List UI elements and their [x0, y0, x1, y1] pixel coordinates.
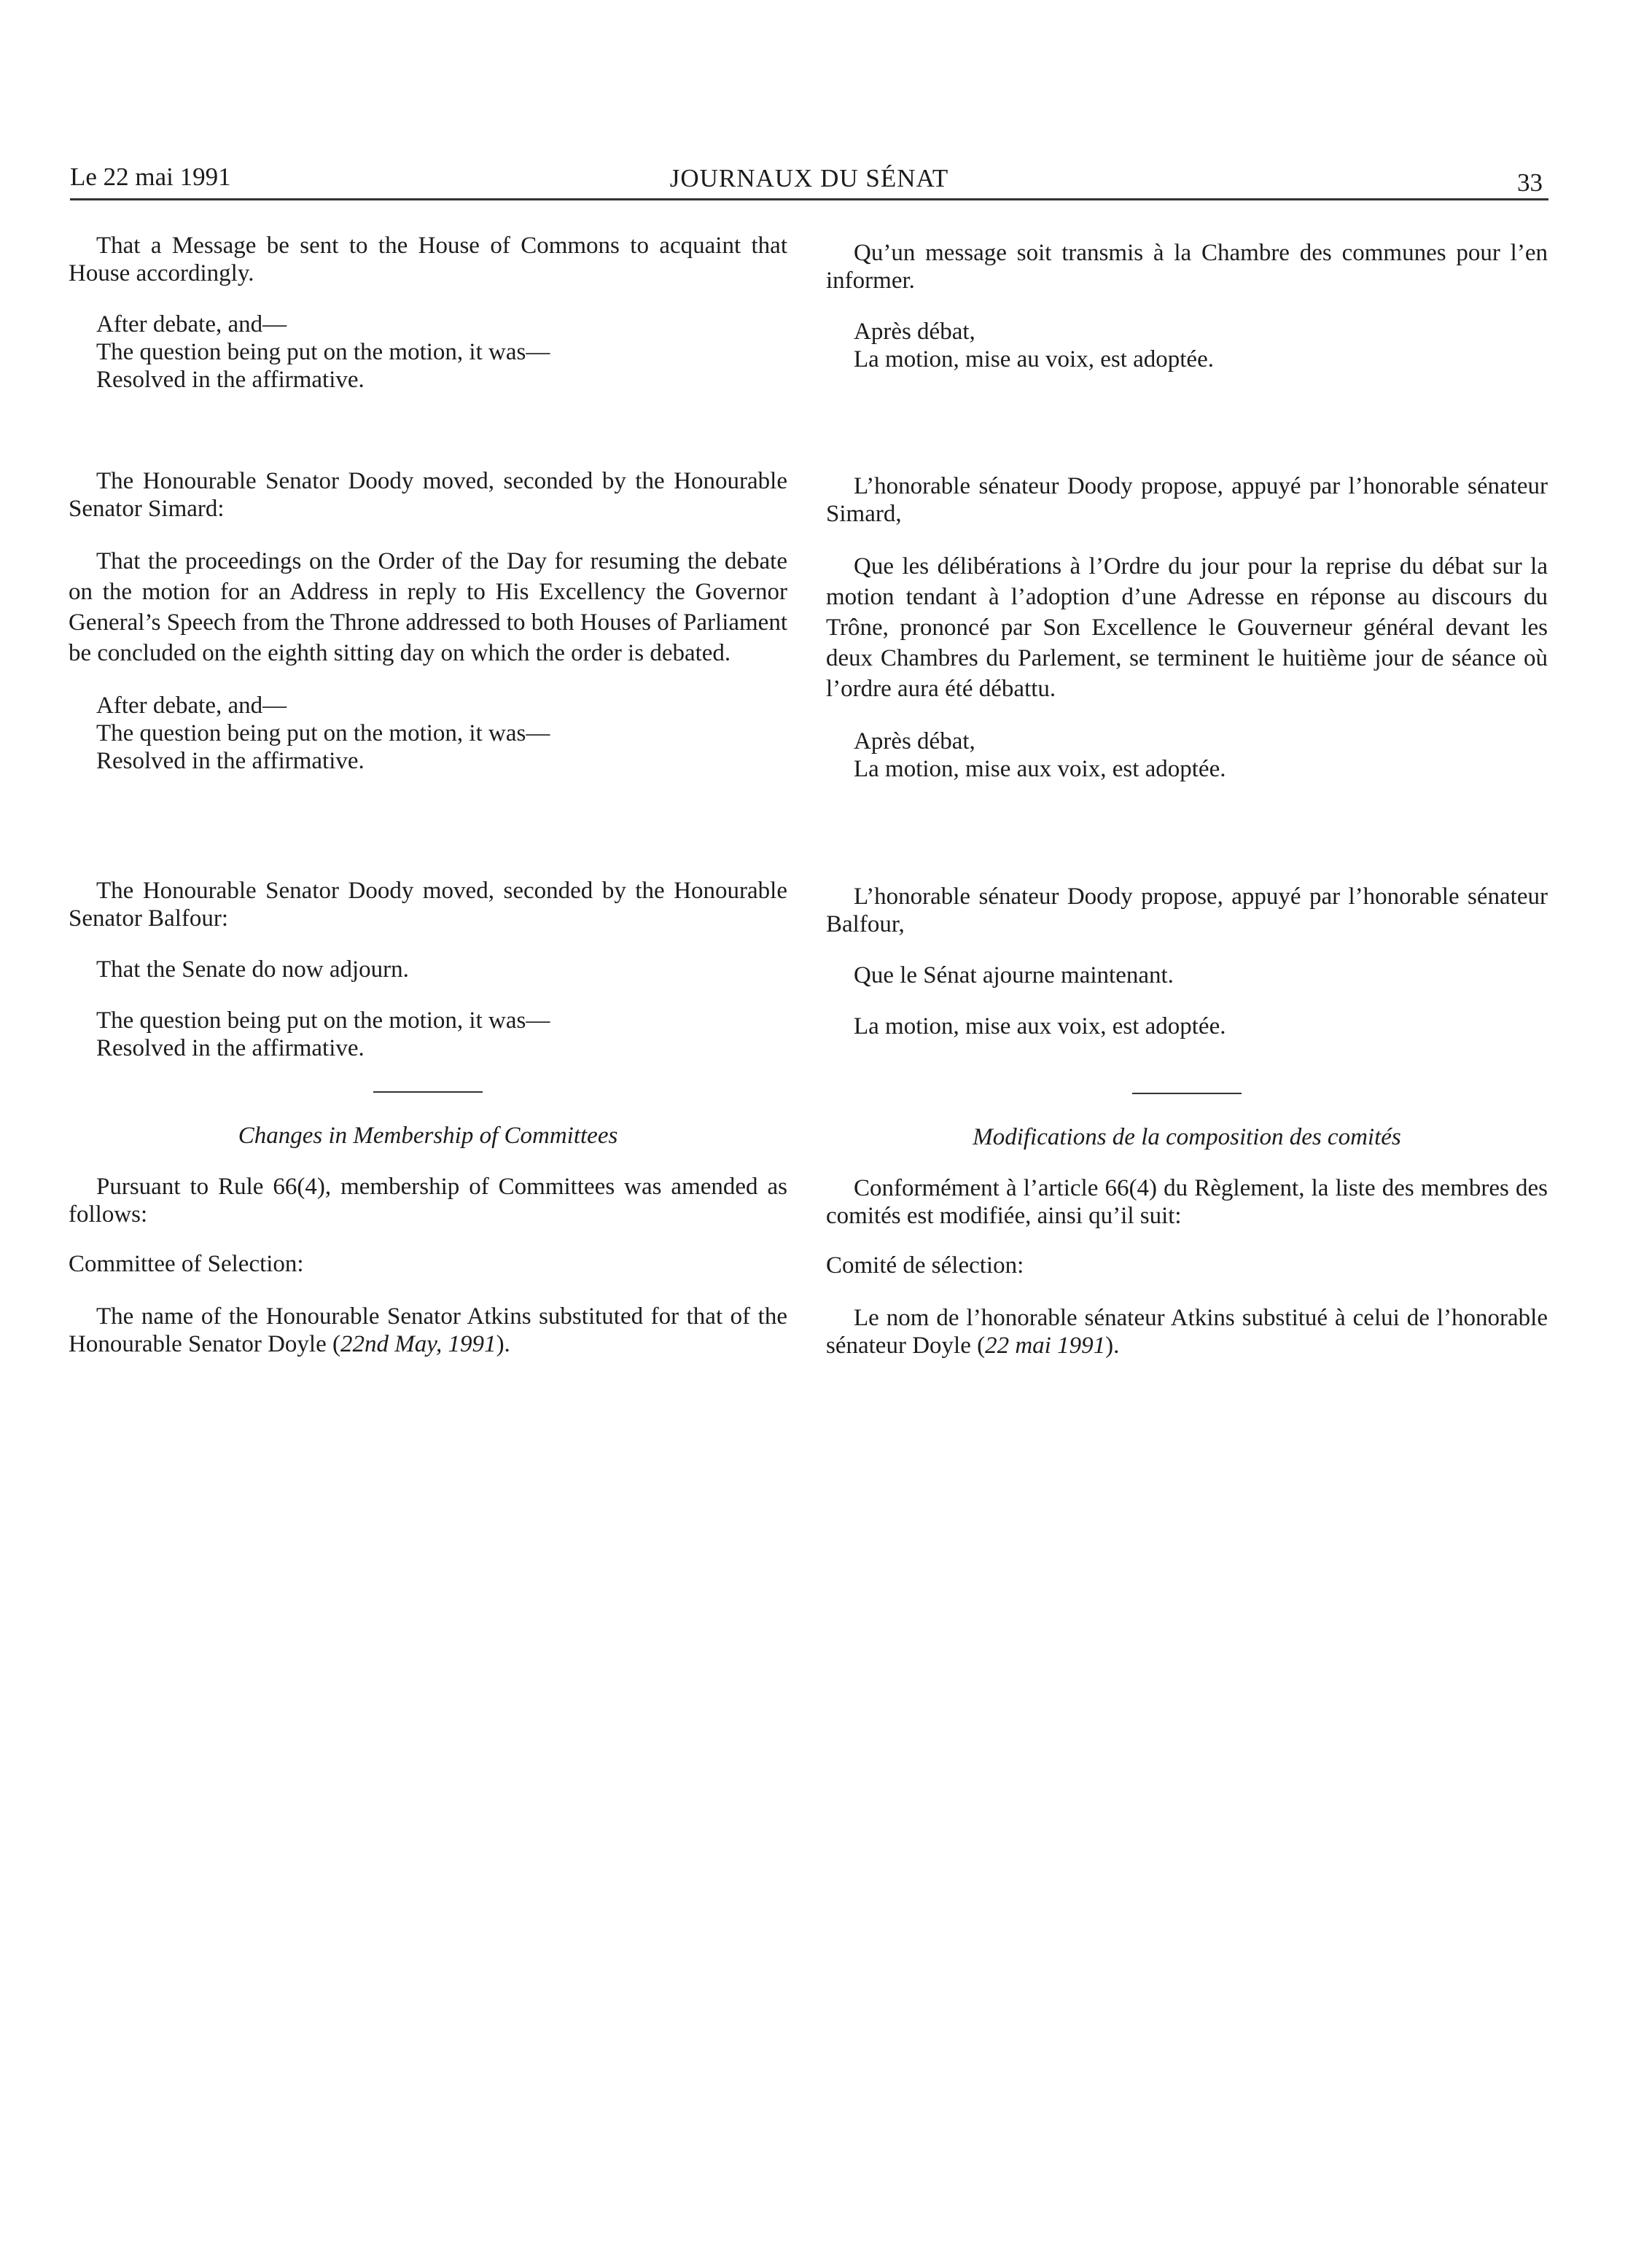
- en-separator: [373, 1091, 483, 1093]
- header-date: Le 22 mai 1991: [70, 163, 231, 191]
- en-motion-balfour: The Honourable Senator Doody moved, seconded by the Honourable Senator Balfour:: [69, 878, 787, 932]
- fr-adjourn-result: La motion, mise aux voix, est adoptée.: [854, 1013, 1226, 1039]
- en-adjourn-result: The question being put on the motion, it was— Resolved in the affirmative.: [96, 1007, 550, 1061]
- en-committee-label: Committee of Selection:: [69, 1251, 304, 1277]
- french-column-motion-1: [826, 472, 1548, 783]
- fr-motion-balfour: L’honorable sénateur Doody propose, appuyé par l’honorable sénateur Balfour,: [826, 883, 1548, 937]
- header-title: JOURNAUX DU SÉNAT: [669, 164, 949, 192]
- english-column-motion-1: [69, 467, 787, 775]
- fr-adjourn-paragraph: Que le Sénat ajourne maintenant.: [854, 962, 1174, 988]
- fr-proceedings-paragraph: Que les délibérations à l’Ordre du jour pour la reprise du débat sur la motion tendant à l’adoption d’une Adresse en réponse au discours du Trône, prononcé par Son Excellence le Gouverneur général devant les deux Chambres du Parlement, se terminent le huitième jour de séance où l’ordre aura été débattu.: [826, 553, 1548, 702]
- fr-substitution-paragraph: Le nom de l’honorable sénateur Atkins substitué à celui de l’honorable sénateur Doyle (22 mai 1991).: [826, 1305, 1548, 1359]
- fr-message-paragraph: Qu’un message soit transmis à la Chambre des communes pour l’en informer.: [826, 240, 1548, 294]
- en-message-paragraph: That a Message be sent to the House of Commons to acquaint that House accordingly.: [69, 233, 787, 286]
- french-column-motion-2: [826, 883, 1548, 1360]
- en-debate-result-2: After debate, and— The question being put on the motion, it was— Resolved in the affirmative.: [96, 693, 550, 774]
- english-column: [69, 232, 787, 394]
- french-column: [826, 239, 1548, 373]
- fr-substitution-date: 22 mai 1991: [985, 1333, 1106, 1359]
- en-motion-simard: The Honourable Senator Doody moved, seconded by the Honourable Senator Simard:: [69, 468, 787, 522]
- page-number: 33: [1517, 168, 1543, 197]
- en-proceedings-paragraph: That the proceedings on the Order of the Day for resuming the debate on the motion for an Address in reply to His Excellency the Governor General’s Speech from the Throne addressed to both Houses of Parliament be concluded on the eighth sitting day on which the order is debated.: [69, 548, 787, 666]
- en-debate-result-1: After debate, and— The question being put on the motion, it was— Resolved in the affirmative.: [96, 311, 550, 393]
- fr-rule-paragraph: Conformément à l’article 66(4) du Règlement, la liste des membres des comités est modifiée, ainsi qu’il suit:: [826, 1175, 1548, 1229]
- en-rule-paragraph: Pursuant to Rule 66(4), membership of Committees was amended as follows:: [69, 1174, 787, 1228]
- fr-motion-simard: L’honorable sénateur Doody propose, appuyé par l’honorable sénateur Simard,: [826, 473, 1548, 527]
- en-substitution-date: 22nd May, 1991: [340, 1331, 496, 1357]
- fr-debate-result-2: Après débat, La motion, mise aux voix, est adoptée.: [854, 728, 1226, 782]
- en-substitution-paragraph: The name of the Honourable Senator Atkins substituted for that of the Honourable Senator Doyle (22nd May, 1991).: [69, 1303, 787, 1357]
- en-section-heading: Changes in Membership of Committees: [238, 1123, 618, 1149]
- fr-section-heading: Modifications de la composition des comités: [973, 1124, 1401, 1150]
- fr-committee-label: Comité de sélection:: [826, 1252, 1024, 1279]
- english-column-motion-2: [69, 877, 787, 1358]
- fr-debate-result-1: Après débat, La motion, mise au voix, est adoptée.: [854, 319, 1214, 372]
- fr-separator: [1132, 1093, 1242, 1094]
- page-header: [70, 153, 1548, 200]
- en-adjourn-paragraph: That the Senate do now adjourn.: [96, 956, 409, 983]
